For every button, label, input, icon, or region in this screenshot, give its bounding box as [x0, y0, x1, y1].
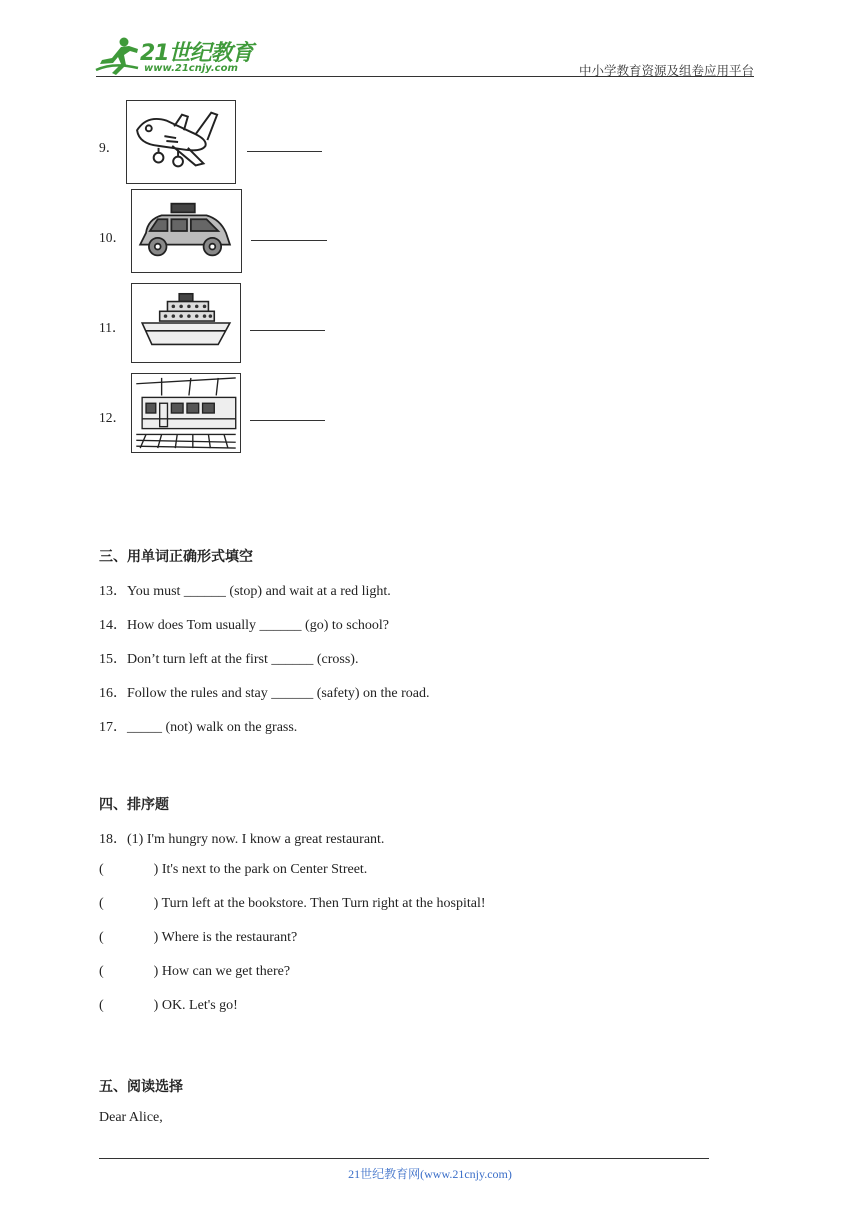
- header-divider: [96, 76, 754, 77]
- logo-text: 21世纪教育: [140, 41, 253, 66]
- taxi-icon: [132, 190, 241, 272]
- item-number-9: 9．: [99, 140, 120, 155]
- answer-blank-10[interactable]: [251, 240, 327, 241]
- footer-divider: [99, 1158, 709, 1159]
- question-16: 16．Follow the rules and stay ______ (safety) on the road.: [99, 686, 430, 701]
- ordering-item: [99, 998, 238, 1014]
- header-platform-text: 中小学教育资源及组卷应用平台: [578, 63, 754, 78]
- question-14: 14．How does Tom usually ______ (go) to school?: [99, 618, 390, 633]
- question-15: 15．Don’t turn left at the first ______ (cross).: [99, 652, 359, 667]
- ship-picture: [131, 283, 241, 363]
- item-number-11: 11．: [99, 320, 126, 335]
- taxi-picture: [131, 189, 242, 273]
- ordering-item-text: ) How can we get there?: [153, 964, 291, 979]
- answer-blank-11[interactable]: [250, 330, 325, 331]
- airplane-picture: [126, 100, 236, 184]
- question-18-intro: 18．(1) I'm hungry now. I know a great restaurant.: [99, 832, 385, 847]
- ordering-item: [99, 964, 290, 980]
- section-4-heading: 四、排序题: [99, 797, 169, 813]
- answer-blank-9[interactable]: [247, 151, 322, 152]
- footer-link[interactable]: 21世纪教育网(www.21cnjy.com): [348, 1167, 512, 1181]
- paren-open[interactable]: (: [99, 998, 104, 1013]
- ship-icon: [132, 284, 240, 362]
- train-icon: [132, 374, 240, 452]
- answer-blank-12[interactable]: [250, 420, 325, 421]
- letter-greeting: Dear Alice,: [99, 1110, 163, 1125]
- ordering-item: [99, 930, 297, 946]
- site-logo: [94, 36, 264, 78]
- logo-url: www.21cnjy.com: [144, 63, 238, 74]
- paren-open[interactable]: (: [99, 930, 104, 945]
- ordering-item-text: ) It's next to the park on Center Street.: [153, 862, 368, 877]
- paren-open[interactable]: (: [99, 964, 104, 979]
- train-picture: [131, 373, 241, 453]
- ordering-item: [99, 862, 367, 878]
- airplane-icon: [127, 101, 235, 183]
- ordering-item-text: ) Where is the restaurant?: [153, 930, 298, 945]
- section-5-heading: 五、阅读选择: [99, 1079, 183, 1095]
- paren-open[interactable]: (: [99, 896, 104, 911]
- item-number-10: 10．: [99, 230, 126, 245]
- section-3-heading: 三、用单词正确形式填空: [99, 549, 253, 565]
- ordering-item: [99, 896, 486, 912]
- ordering-item-text: ) OK. Let's go!: [153, 998, 238, 1013]
- item-number-12: 12．: [99, 410, 126, 425]
- paren-open[interactable]: (: [99, 862, 104, 877]
- ordering-item-text: ) Turn left at the bookstore. Then Turn right at the hospital!: [153, 896, 486, 911]
- question-13: 13．You must ______ (stop) and wait at a red light.: [99, 584, 391, 599]
- question-17: 17．_____ (not) walk on the grass.: [99, 720, 298, 735]
- running-man-icon: [94, 36, 140, 76]
